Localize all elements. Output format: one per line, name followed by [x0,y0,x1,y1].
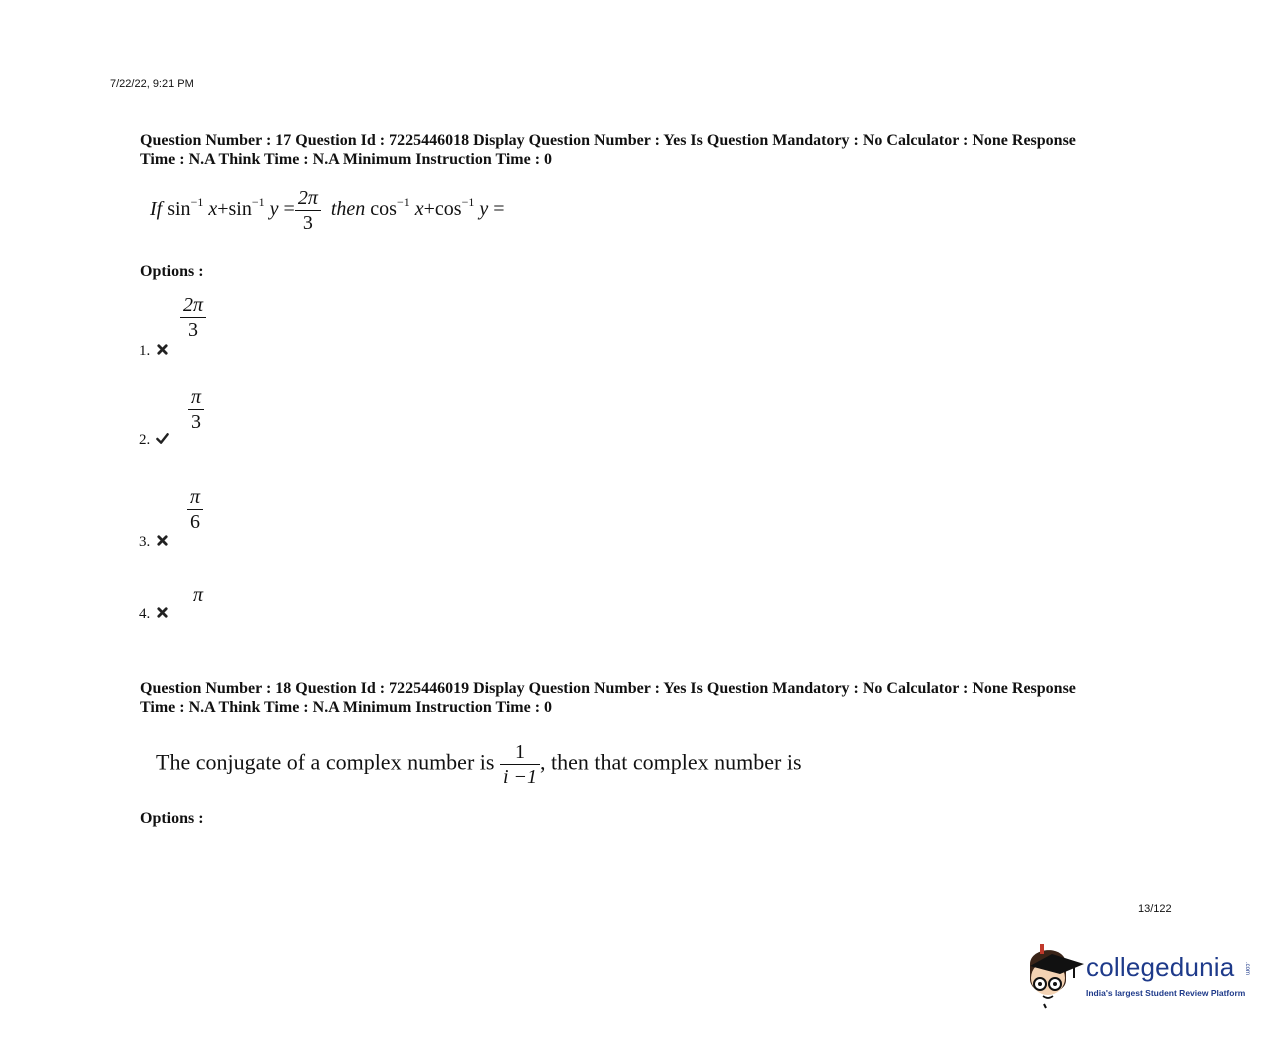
q17-frac-den: 3 [302,212,313,234]
q17-meta-line1: Question Number : 17 Question Id : 7225446018 Display Question Number : Yes Is Question Mandatory : No Calculator : None Response [140,132,1076,149]
q18-question [156,740,802,789]
q18-text-after: , then that complex number is [540,749,802,775]
q18-frac-num: 1 [500,740,540,765]
q17-sin: sin [167,198,191,221]
print-timestamp: 7/22/22, 9:21 PM [110,78,194,90]
q17-plus-2: + [423,198,435,221]
logo-tagline: India's largest Student Review Platform [1086,988,1246,998]
q17-inv-3: −1 [396,195,410,210]
q17-inv-1: −1 [190,195,204,210]
q17-option-4 [139,606,169,623]
page-number: 13/122 [1138,903,1172,915]
q17-option-4-number: 4. [139,606,151,622]
q18-meta-line1: Question Number : 18 Question Id : 7225446019 Display Question Number : Yes Is Question Mandatory : No Calculator : None Response [140,680,1076,697]
q17-option-3-value [187,485,203,534]
mascot-icon [1022,940,1086,1010]
q17-option-3-denominator: 6 [190,511,201,533]
q17-option-2-numerator: π [188,385,204,410]
q17-option-3-number: 3. [139,534,151,550]
q17-cos: cos [370,198,397,221]
q17-option-1 [139,343,169,360]
collegedunia-logo [1022,940,1252,1010]
cross-icon [156,534,169,547]
cross-icon [156,606,169,619]
q17-option-1-numerator: 2π [180,293,206,318]
q17-options-label: Options : [140,263,204,280]
check-icon [156,432,169,445]
q18-meta [140,679,1180,717]
q17-if-text: If [150,198,163,221]
q17-x: x [208,198,218,221]
q18-text-before: The conjugate of a complex number is [156,749,495,775]
q18-fraction [500,740,540,789]
q17-x-2: x [414,198,424,221]
q17-meta [140,131,1180,169]
cross-icon [156,343,169,356]
logo-com: .com [1244,962,1250,976]
q17-then: then [330,198,366,221]
q17-option-2 [139,432,169,449]
q17-option-4-value: π [193,584,204,606]
logo-wordmark: collegedunia [1086,952,1235,982]
q17-option-1-denominator: 3 [188,319,199,341]
q17-question [150,186,505,235]
q17-eq-2: = [493,198,505,221]
q17-meta-line2: Time : N.A Think Time : N.A Minimum Instruction Time : 0 [140,151,553,168]
q17-cos-2: cos [434,198,462,221]
q17-y: y [269,198,279,221]
q17-inv-4: −1 [461,195,475,210]
q17-fraction [295,186,321,235]
q17-frac-num: 2π [295,186,321,211]
q18-options-label: Options : [140,810,204,827]
q17-option-3 [139,534,169,551]
q17-option-3-numerator: π [187,485,203,510]
q18-meta-line2: Time : N.A Think Time : N.A Minimum Instruction Time : 0 [140,699,553,716]
q17-inv-2: −1 [251,195,265,210]
q17-plus: + [217,198,229,221]
q17-sin-2: sin [228,198,252,221]
q17-eq: = [283,198,295,221]
q17-option-2-value [188,385,204,434]
q17-option-1-number: 1. [139,343,151,359]
q17-y-2: y [479,198,489,221]
q17-option-2-denominator: 3 [191,411,202,433]
q18-frac-den: i −1 [502,766,538,788]
q17-option-1-value [180,293,206,342]
q17-option-2-number: 2. [139,432,151,448]
